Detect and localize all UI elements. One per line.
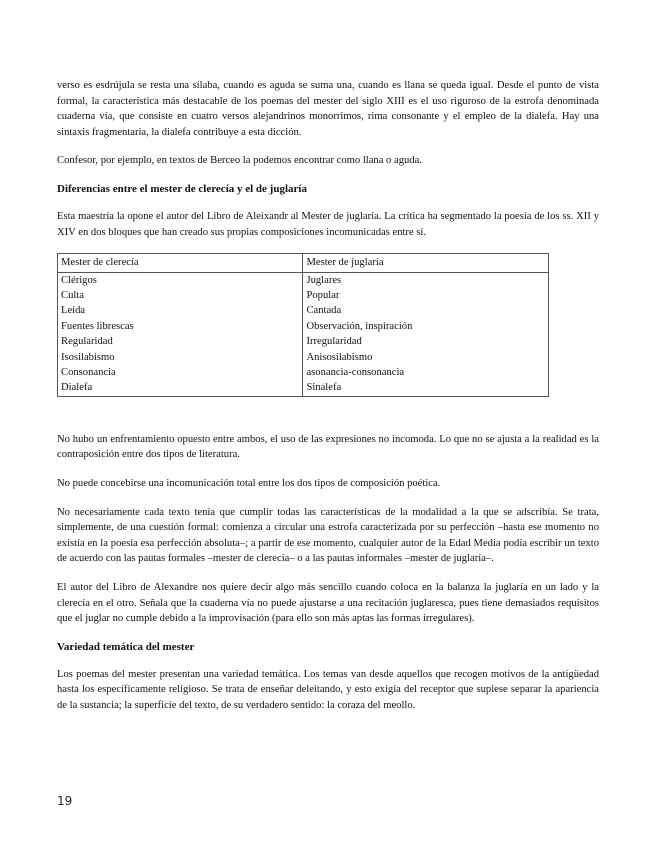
table-row (58, 380, 549, 396)
paragraph-differences-intro: Esta maestría la opone el autor del Libro de Aleixandr al Mester de juglaría. La crítica ha segmentado la poesía de los ss. XII y XIV en dos bloques que han creado sus propias composiciones incomunicadas entre sí. (57, 210, 599, 238)
cell-clerecia: Regularidad (58, 334, 303, 349)
header-juglaria: Mester de juglaría (303, 254, 549, 272)
cell-juglaria: Popular (303, 288, 549, 303)
table-row (58, 334, 549, 349)
comparison-table (57, 253, 549, 397)
cell-clerecia: Consonancia (58, 365, 303, 380)
table-row (58, 319, 549, 334)
cell-clerecia: Culta (58, 288, 303, 303)
paragraph-no-enfrentamiento: No hubo un enfrentamiento opuesto entre ambos, el uso de las expresiones no incomoda. Lo que no se ajusta a la realidad es la contraposición entre dos tipos de literatura. (57, 433, 599, 461)
cell-clerecia: Clérigos (58, 272, 303, 288)
cell-juglaria: Juglares (303, 272, 549, 288)
cell-juglaria: Irregularidad (303, 334, 549, 349)
table-row (58, 365, 549, 380)
paragraph-confesor-example: Confesor, por ejemplo, en textos de Berceo la podemos encontrar como llana o aguda. (57, 155, 422, 167)
paragraph-cuestion-formal: No necesariamente cada texto tenía que cumplir todas las características de la modalidad a la que se adscribía. Se trata, simplemente, de una cuestión formal: comienza a circular una estrofa caracterizada por su perfección –hasta ese momento no existía en la poesía esa perfección absoluta–; a partir de ese momento, cualquier autor de la Edad Media podía escribir un texto de acuerdo con las pautas formales –mester de clerecía– o a las pautas informales –mester de juglaría–. (57, 506, 599, 565)
paragraph-incomunicacion: No puede concebirse una incomunicación total entre los dos tipos de composición poética. (57, 478, 441, 489)
header-clerecia: Mester de clerecía (58, 254, 303, 272)
cell-juglaria: Anisosilabismo (303, 350, 549, 365)
paragraph-libro-alexandre: El autor del Libro de Alexandre nos quiere decir algo más sencillo cuando coloca en la balanza la juglaría en un lado y la clerecía en el otro. Señala que la cuaderna vía no puede ajustarse a una recitación juglaresca, pues tiene demasiados requisitos que el juglar no cumple debido a la improvisación (para ello son más aptas las formas irregulares). (57, 581, 599, 625)
cell-juglaria: Sinalefa (303, 380, 549, 396)
page-content (57, 78, 599, 727)
cell-clerecia: Leída (58, 303, 303, 318)
paragraph-variedad-tematica: Los poemas del mester presentan una variedad temática. Los temas van desde aquellos que recogen motivos de la antigüedad hasta los específicamente religioso. Se trata de enseñar deleitando, y esto exigía del receptor que supiese separar la apariencia de la sustancia; la superficie del texto, de su verdadero sentido: la coraza del meollo. (57, 668, 599, 711)
page-number: 19 (57, 794, 73, 808)
heading-differences: Diferencias entre el mester de clerecía y el de juglaría (57, 182, 307, 195)
paragraph-meter-rules: verso es esdrújula se resta una sílaba, cuando es aguda se suma una, cuando es llana se queda igual. Desde el punto de vista formal, la característica más destacable de los poemas del mester del siglo XIII es el uso riguroso de la estrofa denominada cuaderna vía, que consiste en cuatro versos alejandrinos monorrimos, rima consonante y el empleo de la dialefa. Hay una sintaxis fragmentaria, la dialefa contribuye a esta dicción. (57, 80, 599, 138)
heading-variedad-tematica: Variedad temática del mester (57, 640, 195, 653)
cell-juglaria: Observación, inspiración (303, 319, 549, 334)
cell-clerecia: Isosilabismo (58, 350, 303, 365)
cell-juglaria: Cantada (303, 303, 549, 318)
table-row (58, 288, 549, 303)
table-row (58, 303, 549, 318)
table-row (58, 272, 549, 288)
table-header-row (58, 254, 549, 272)
cell-clerecia: Dialefa (58, 380, 303, 396)
table-row (58, 350, 549, 365)
cell-juglaria: asonancia-consonancia (303, 365, 549, 380)
cell-clerecia: Fuentes librescas (58, 319, 303, 334)
